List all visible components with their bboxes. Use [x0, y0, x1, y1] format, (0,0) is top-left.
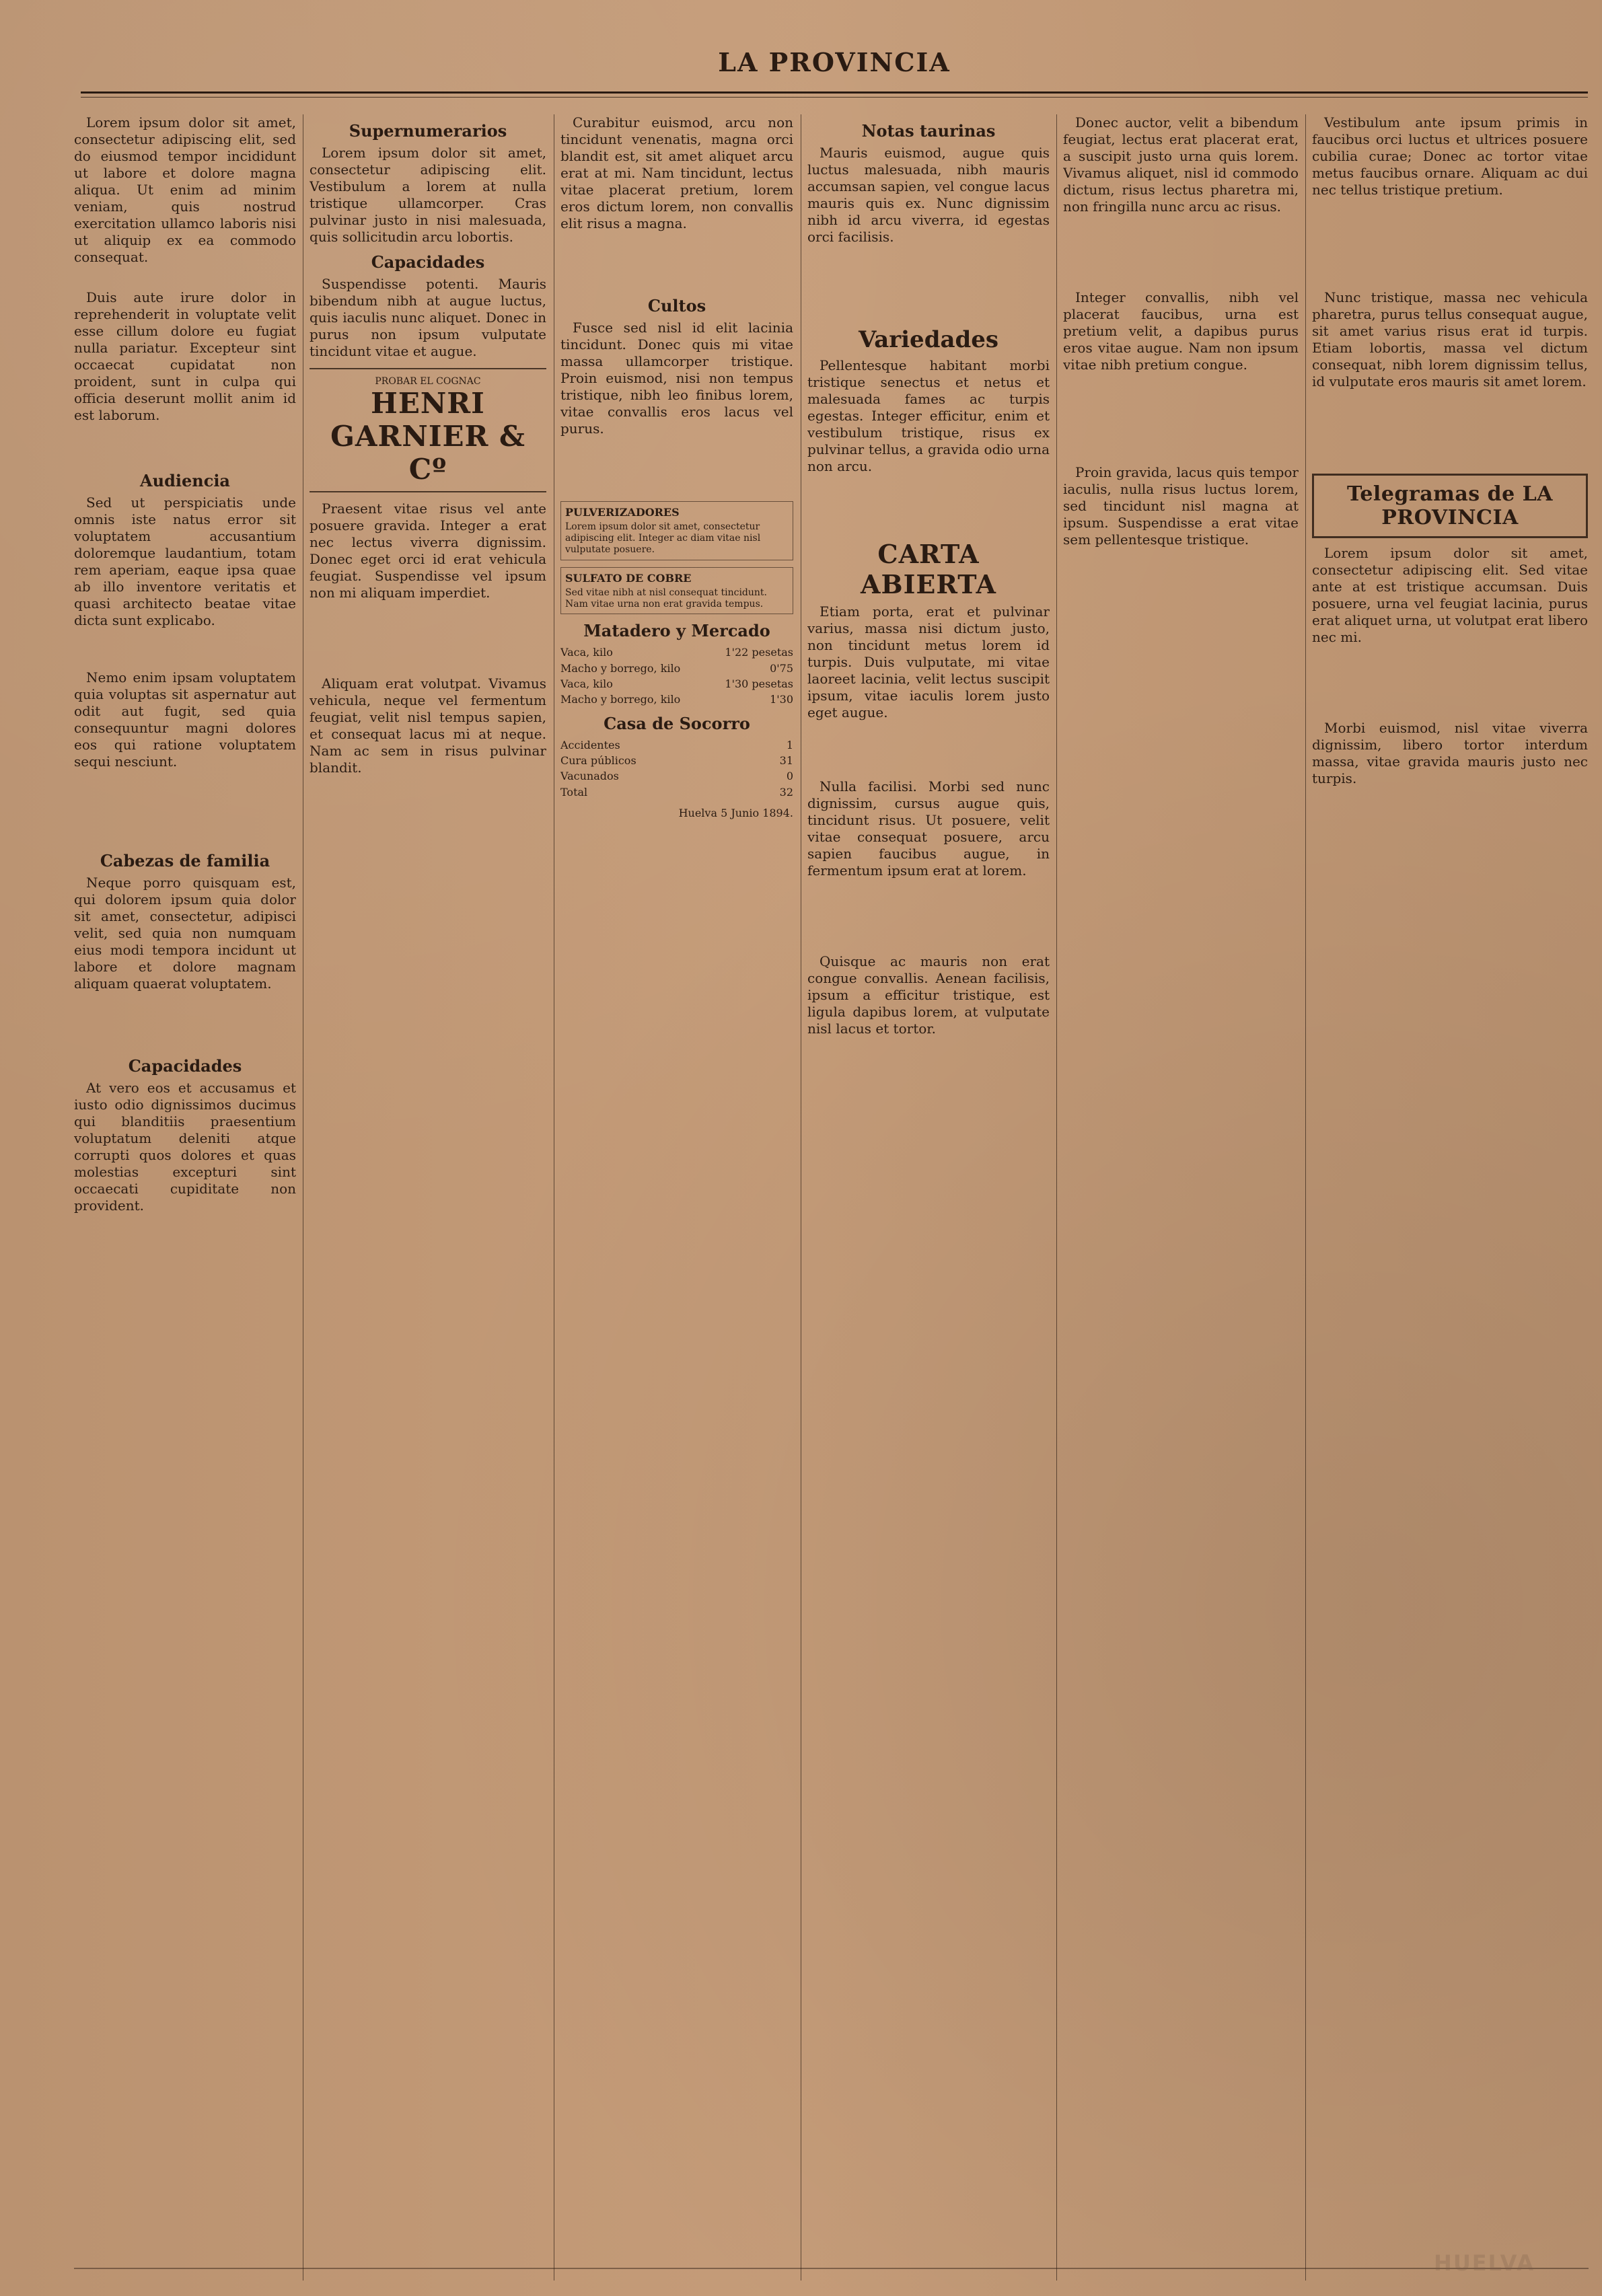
article-paragraph: Fusce sed nisl id elit lacinia tincidunt. Donec quis mi vitae massa ullamcorper tristique. Proin euismod, nisi non tempus tristique, nibh leo finibus lorem, vitae convallis eros lacus vel purus. [560, 320, 793, 437]
table-cell: 1'30 pesetas [725, 677, 793, 690]
section-heading: Variedades [858, 326, 999, 353]
article-block [310, 276, 546, 360]
table-cell: 1 [786, 739, 793, 752]
column-3 [560, 114, 793, 2281]
article-paragraph: Aliquam erat volutpat. Vivamus vehicula, neque vel fermentum feugiat, velit nisl tempus sapien, et consequat lacus mi at neque. Nam ac sem in risus pulvinar blandit. [310, 675, 546, 776]
article-paragraph: Nulla facilisi. Morbi sed nunc dignissim, cursus augue quis, tincidunt risus. Ut posuere, velit vitae consequat posuere, arcu sapien faucibus augue, in fermentum ipsum erat at lorem. [807, 778, 1050, 879]
masthead-rule [81, 91, 1588, 94]
article-block [310, 501, 546, 850]
page-header [81, 47, 1588, 101]
section-heading: Capacidades [371, 252, 485, 272]
section-heading: Supernumerarios [349, 121, 507, 141]
article-block [74, 875, 296, 1049]
telegramas-block [1312, 545, 1588, 895]
table-row [560, 753, 793, 768]
table-row [560, 644, 793, 660]
article-block [1063, 114, 1299, 639]
table-cell: Macho y borrego, kilo [560, 661, 681, 675]
advertisement-side-text: PROBAR EL COGNAC [375, 376, 481, 387]
article-paragraph: Curabitur euismod, arcu non tincidunt venenatis, magna orci blandit est, sit amet aliquet arcu erat at mi. Nam tincidunt, lectus vitae placerat pretium, lorem eros dictum lorem, non convallis elit risus a magna. [560, 114, 793, 231]
telegram-paragraph: Lorem ipsum dolor sit amet, consectetur adipiscing elit. Sed vitae ante at est tristique accumsan. Duis posuere, urna vel feugiat lacinia, purus erat aliquet urna, ut volutpat erat libero nec mi. [1312, 545, 1588, 645]
section-heading: Notas taurinas [861, 121, 996, 141]
table-cell: Vacunados [560, 770, 619, 783]
column-5 [1063, 114, 1299, 2281]
advertisement-henri-garnier [310, 368, 546, 492]
table-cell: Total [560, 785, 588, 799]
column-4 [807, 114, 1050, 2281]
table-row [560, 661, 793, 676]
advertisement-title: SULFATO DE COBRE [565, 571, 692, 585]
article-block [560, 114, 793, 289]
article-paragraph: Nunc tristique, massa nec vehicula pharetra, purus tellus consequat augue, sit amet varius risus erat id turpis. Etiam lobortis, massa vel dictum consequat, nibh lorem dignissim tellus, id vulputate eros mauris sit amet lorem. [1312, 289, 1588, 390]
advertisement-sulfato [560, 567, 793, 615]
table-cell: Vaca, kilo [560, 677, 613, 690]
article-paragraph: Neque porro quisquam est, qui dolorem ipsum quia dolor sit amet, consectetur, adipisci velit, sed quia non numquam eius modi tempora incidunt ut labore et dolore magnam aliquam quaerat voluptatem. [74, 875, 296, 992]
table-cell: 0'75 [770, 661, 793, 675]
section-heading: Matadero y Mercado [583, 621, 770, 641]
column-2 [310, 114, 546, 2281]
table-cell: Vaca, kilo [560, 646, 613, 659]
advertisement-pulverizadores [560, 501, 793, 560]
column-divider [1305, 114, 1306, 2281]
table-cell: 1'30 [770, 692, 793, 706]
article-block [74, 494, 296, 844]
article-paragraph: Integer convallis, nibh vel placerat faucibus, urna est pretium velit, a dapibus purus eros vitae augue. Nam non ipsum vitae nibh pretium congue. [1063, 289, 1299, 373]
article-block [560, 320, 793, 494]
article-block [74, 1080, 296, 1255]
masthead: LA PROVINCIA [718, 47, 951, 77]
table-row [560, 692, 793, 707]
casa-socorro-table [560, 737, 793, 800]
article-block [310, 145, 546, 246]
article-paragraph: At vero eos et accusamus et iusto odio dignissimos ducimus qui blanditiis praesentium voluptatum deleniti atque corrupti quos dolores et quas molestias excepturi sint occaecati cupiditate non provident. [74, 1080, 296, 1214]
advertisement-title: HENRI GARNIER & Cº [330, 387, 525, 486]
article-block [807, 145, 1050, 320]
article-paragraph: Praesent vitae risus vel ante posuere gravida. Integer a erat nec lectus viverra dignissim. Donec eget orci id erat vehicula feugiat. Suspendisse vel ipsum non mi aliquam imperdiet. [310, 501, 546, 601]
article-paragraph: Lorem ipsum dolor sit amet, consectetur adipiscing elit. Vestibulum a lorem at nulla tristique ullamcorper. Cras pulvinar justo in nisi malesuada, quis sollicitudin arcu lobortis. [310, 145, 546, 245]
table-cell: Accidentes [560, 739, 620, 752]
table-row [560, 784, 793, 800]
table-cell: 31 [779, 754, 793, 768]
article-block [807, 357, 1050, 532]
article-paragraph: Proin gravida, lacus quis tempor iaculis, nulla risus luctus lorem, sed tincidunt nisl magna at ipsum. Suspendisse a erat vitae sem pellentesque tristique. [1063, 464, 1299, 548]
table-cell: Macho y borrego, kilo [560, 692, 681, 706]
content-area [74, 114, 1588, 2281]
article-block [1312, 114, 1588, 464]
table-date: Huelva 5 Junio 1894. [678, 806, 793, 819]
table-cell: 0 [786, 770, 793, 783]
table-row [560, 737, 793, 753]
column-divider [1056, 114, 1057, 2281]
article-paragraph: Mauris euismod, augue quis luctus malesuada, nibh mauris accumsan sapien, vel congue lacus mauris quis ex. Nunc dignissim nibh id arcu viverra, id egestas orci facilisis. [807, 145, 1050, 245]
section-heading: Capacidades [128, 1056, 242, 1076]
article-paragraph: Lorem ipsum dolor sit amet, consectetur adipiscing elit, sed do eiusmod tempor incididunt ut labore et dolore magna aliqua. Ut enim ad minim veniam, quis nostrud exercitation ullamco laboris nisi ut aliquip ex ea commodo consequat. [74, 114, 296, 265]
telegram-paragraph: Morbi euismod, nisl vitae viverra dignissim, libero tortor interdum massa, vitae gravida mauris justo nec turpis. [1312, 720, 1588, 786]
table-cell: 1'22 pesetas [725, 646, 793, 659]
article-paragraph: Vestibulum ante ipsum primis in faucibus orci luctus et ultrices posuere cubilia curae; Donec ac tortor vitae metus faucibus ornare. Aliquam ac dui nec tellus tristique pretium. [1312, 114, 1588, 198]
column-6 [1312, 114, 1588, 2281]
table-cell: 32 [779, 785, 793, 799]
masthead-rule-thin [81, 97, 1588, 98]
article-paragraph: Nemo enim ipsam voluptatem quia voluptas sit aspernatur aut odit aut fugit, sed quia consequuntur magni dolores eos qui ratione voluptatem sequi nesciunt. [74, 669, 296, 770]
advertisement-text: Lorem ipsum dolor sit amet, consectetur adipiscing elit. Integer ac diam vitae nisl vulputate posuere. [565, 521, 761, 555]
page-bottom-rule [74, 2268, 1589, 2269]
section-heading: Casa de Socorro [604, 714, 750, 734]
article-block [74, 114, 296, 464]
advertisement-title: PULVERIZADORES [565, 506, 680, 519]
advertisement-text: Sed vitae nibh at nisl consequat tincidunt. Nam vitae urna non erat gravida tempus. [565, 587, 768, 609]
article-paragraph: Duis aute irure dolor in reprehenderit in voluptate velit esse cillum dolore eu fugiat nulla pariatur. Excepteur sint occaecat cupidatat non proident, sunt in culpa qui officia deserunt mollit anim id est laborum. [74, 289, 296, 423]
watermark: HUELVA [1434, 2250, 1535, 2276]
table-row [560, 676, 793, 692]
section-heading: Audiencia [140, 471, 230, 490]
section-heading: Cultos [647, 296, 706, 316]
article-block [807, 603, 1050, 1128]
column-1 [74, 114, 296, 2281]
article-paragraph: Etiam porta, erat et pulvinar varius, massa nisi dictum justo, non tincidunt metus lorem id turpis. Duis vulputate, mi vitae laoreet lacinia, velit lectus suscipit ipsum, vitae iaculis lorem justo eget augue. [807, 603, 1050, 720]
article-paragraph: Suspendisse potenti. Mauris bibendum nibh at augue luctus, quis iaculis nunc aliquet. Donec in purus non ipsum vulputate tincidunt vitae et augue. [310, 276, 546, 359]
article-paragraph: Donec auctor, velit a bibendum feugiat, lectus erat placerat erat, a suscipit justo urna quis lorem. Vivamus aliquet, nisl id commodo dictum, risus lectus pharetra mi, non fringilla nunc arcu ac risus. [1063, 114, 1299, 215]
article-paragraph: Pellentesque habitant morbi tristique senectus et netus et malesuada fames ac turpis egestas. Integer efficitur, enim et vestibulum tristique, risus ex pulvinar tellus, a gravida odio urna non arcu. [807, 357, 1050, 474]
table-cell: Cura públicos [560, 754, 636, 768]
table-row [560, 768, 793, 784]
article-paragraph: Sed ut perspiciatis unde omnis iste natus error sit voluptatem accusantium doloremque laudantium, totam rem aperiam, eaque ipsa quae ab illo inventore veritatis et quasi architecto beatae vitae dicta sunt explicabo. [74, 494, 296, 628]
section-heading: Cabezas de familia [100, 851, 270, 871]
telegramas-heading: Telegramas de LA PROVINCIA [1312, 474, 1588, 538]
section-heading: CARTA ABIERTA [861, 539, 996, 599]
matadero-table [560, 644, 793, 707]
article-paragraph: Quisque ac mauris non erat congue convallis. Aenean facilisis, ipsum a efficitur tristique, est ligula dapibus lorem, at vulputate nisl lacus et tortor. [807, 953, 1050, 1037]
